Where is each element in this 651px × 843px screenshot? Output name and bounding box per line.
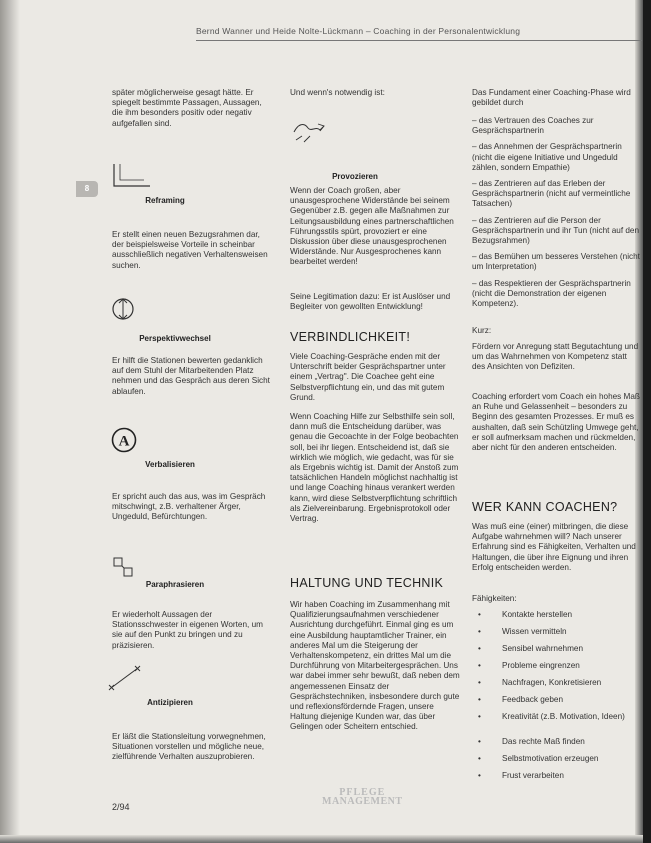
fundament-item: – das Zentrieren auf das Erleben der Gesprächspartnerin (nicht auf vermeintliche Tatsachen) [472, 179, 631, 209]
antizipieren-icon [108, 664, 142, 692]
perspektivwechsel-caption: Perspektivwechsel [139, 334, 211, 343]
antizipieren-text: Er läßt die Stationsleitung vorwegnehmen, Situationen vorstellen und mögliche neue, zielführende Verhalten auszuprobieren. [112, 732, 266, 762]
antizipieren-caption: Antizipieren [147, 698, 193, 707]
verbalisieren-icon [110, 426, 138, 454]
section-tab-marker: 8 [76, 181, 98, 197]
svg-text:A: A [118, 433, 130, 450]
magazine-logo [322, 788, 403, 806]
page-gutter-shadow [0, 0, 20, 843]
kurz-text: Fördern vor Anregung statt Begutachtung und um das Wahrnehmen von Kompetenz statt des Ansichten von Defiziten. [472, 342, 639, 372]
reframing-caption: Reframing [145, 196, 185, 205]
fundament-item: – das Respektieren der Gesprächspartnerin (nicht die Demonstration der eigenen Kompetenz). [472, 278, 631, 309]
perspektivwechsel-icon [110, 296, 136, 322]
paraphrasieren-caption: Paraphrasieren [145, 580, 205, 589]
list-item: • Feedback geben [478, 695, 563, 704]
haltung-heading: HALTUNG UND TECHNIK [290, 576, 444, 590]
header-rule [196, 40, 642, 41]
fundament-item: – das Zentrieren auf die Person der Gesprächspartnerin und ihr Tun (nicht auf den Bezugsrahmen) [472, 215, 640, 246]
list-item: • Wissen vermitteln [478, 627, 567, 636]
page-bottom-edge [0, 835, 643, 843]
reframing-text: Er stellt einen neuen Bezugsrahmen dar, der beispielsweise Vorteile in scheinbar ausschließlich negativen Verhaltensweisen suchen. [112, 230, 268, 270]
list-item: • Probleme eingrenzen [478, 661, 580, 670]
list-item: • Frust verarbeiten [478, 771, 564, 780]
col1-intro: später möglicherweise gesagt hätte. Er spiegelt bestimmte Passagen, Aussagen, die ihm besonders positiv oder negativ aufgefallen sind. [112, 88, 262, 128]
list-item: • Das rechte Maß finden [478, 737, 585, 746]
verbalisieren-caption: Verbalisieren [145, 460, 195, 469]
verbindlichkeit-heading: VERBINDLICHKEIT! [290, 330, 411, 344]
page-number: 2/94 [112, 802, 130, 812]
running-header: Bernd Wanner und Heide Nolte-Lückmann – Coaching in der Personalentwicklung [196, 26, 521, 36]
wer-kann-coachen-heading: WER KANN COACHEN? [472, 500, 618, 514]
wer-text: Was muß eine (einer) mitbringen, die diese Aufgabe wahrnehmen will? Nach unserer Erfahrung sind es Fähigkeiten, Verhalten und Haltungen, die über ihre Eignung und ihren Erfolg entscheiden werden. [472, 522, 636, 572]
kurz-label: Kurz: [472, 326, 492, 335]
fundament-item: – das Annehmen der Gesprächspartnerin (nicht die eigene Initiative und Ungeduld zählen, sondern Empathie) [472, 142, 622, 172]
list-item: • Kreativität (z.B. Motivation, Ideen) [478, 712, 625, 721]
coaching-text: Coaching erfordert vom Coach ein hohes Maß an Ruhe und Gelassenheit – besonders zu Beginn des gesamten Prozesses. Er muß es aushalten, daß sein Schützling Umwege geht, er soll aufmerksam machen und rückmelden, aber nicht für den anderen entscheiden. [472, 392, 640, 453]
fundament-item: – das Bemühen um besseres Verstehen (nicht um Interpretation) [472, 252, 640, 272]
list-item: • Sensibel wahrnehmen [478, 644, 584, 653]
faehigkeiten-list [472, 610, 640, 788]
provozieren-caption: Provozieren [332, 172, 378, 181]
verbalisieren-text: Er spricht auch das aus, was im Gespräch mitschwingt, z.B. verhaltener Ärger, Ungeduld, Befürchtungen. [112, 492, 266, 522]
fundament-item: – das Vertrauen des Coaches zur Gesprächspartnerin [472, 116, 594, 136]
paraphrasieren-text: Er wiederholt Aussagen der Stationsschwester in eigenen Worten, um sie auf den Punkt zu bringen und zu präzisieren. [112, 610, 263, 650]
list-item: • Selbstmotivation erzeugen [478, 754, 599, 763]
paraphrasieren-icon [112, 556, 134, 578]
col3-intro: Das Fundament einer Coaching-Phase wird gebildet durch [472, 88, 631, 108]
haltung-text: Wir haben Coaching im Zusammenhang mit Qualifizierungsaufnahmen verschiedener Ausrichtung durchgeführt. Einmal ging es um eine Ausbildung hauptamtlicher Trainer, ein anderes Mal um die Steigerung der Verhaltenskompetenz, ein drittes Mal um die Durchführung von Mitarbeitergesprächen. Uns war dabei immer sehr bewußt, daß neben dem angemessenen Einsatz der Gesprächstechniken, insbesondere durch gute und reflexionsfördernde Fragen, unsere Haltung diejenige Kunden war, das über Gelingen oder Scheitern entschied. [290, 600, 460, 732]
col3-fundament-list [472, 116, 640, 315]
perspektivwechsel-text: Er hilft die Stationen bewerten gedanklich auf dem Stuhl der Mitarbeitenden Platz nehmen und das Gespräch aus deren Sicht ablaufen. [112, 356, 270, 396]
provozieren-icon [292, 118, 326, 146]
logo-line-2: MANAGEMENT [322, 796, 403, 807]
verbindlichkeit-paragraph-2: Wenn Coaching Hilfe zur Selbsthilfe sein soll, dann muß die Entscheidung darüber, was genau die Gecoachte in der Folge beobachten soll, bei ihr liegen. Entscheidend ist, daß sie wirklich wie möglich, wie gedacht, was für sie als Ergebnis wichtig ist. Damit der Anstoß zum tatsächlichen Handeln möglichst nachhaltig ist und lange Coaching hinaus verankert werden kann, wird diese Selbstverpflichtung schriftlich als Zielvereinbarung. Ergebnisprotokoll oder Vertrag. [290, 412, 459, 524]
faehigkeiten-label: Fähigkeiten: [472, 594, 517, 603]
logo-line-1: PFLEGE [339, 787, 386, 798]
reframing-icon [112, 160, 152, 190]
provozieren-text: Wenn der Coach großen, aber unausgesprochene Widerstände bei seinem Gegenüber z.B. gegen alle Maßnahmen zur Leitungsausbildung eines partnerschaftlichen Führungsstils spürt, provoziert er eine Diskussion über diese unausgesprochenen Widerstände. Nur Ausgesprochenes kann bearbeitet werden! [290, 186, 454, 267]
list-item: • Kontakte herstellen [478, 610, 573, 619]
list-item: • Nachfragen, Konkretisieren [478, 678, 602, 687]
col2-intro: Und wenn's notwendig ist: [290, 88, 385, 97]
verbindlichkeit-paragraph-1: Viele Coaching-Gespräche enden mit der Unterschrift beider Gesprächspartner unter einem „Vertrag". Die Coachee geht eine Selbstverpflichtung ein, und das mit gutem Grund. [290, 352, 446, 402]
legitimation-text: Seine Legitimation dazu: Er ist Auslöser und Begleiter von gewollten Entwicklung! [290, 292, 451, 312]
